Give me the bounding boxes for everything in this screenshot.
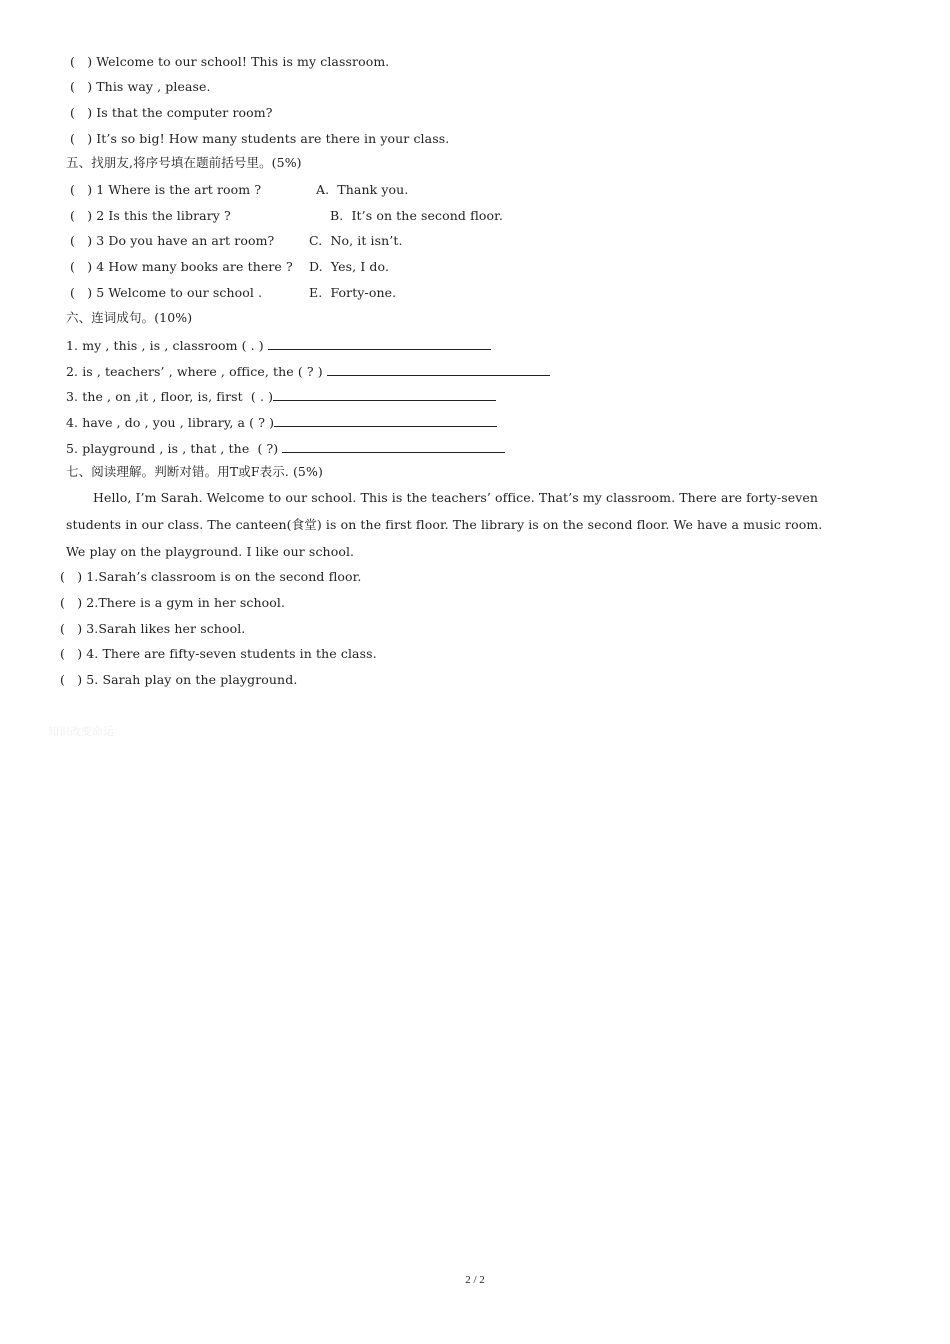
match-question: ( ) 1 Where is the art room ?: [70, 182, 262, 197]
passage-line: Hello, I’m Sarah. Welcome to our school. This is the teachers’ office. That’s my classroom. There are forty-seven: [93, 490, 819, 505]
answer-blank[interactable]: [282, 441, 505, 453]
dialogue-line: ( ) It’s so big! How many students are there in your class.: [70, 131, 450, 146]
sentence-item: [66, 441, 505, 456]
dialogue-line: ( ) This way , please.: [70, 79, 211, 94]
answer-blank[interactable]: [327, 364, 550, 376]
match-question: ( ) 5 Welcome to our school .: [70, 285, 263, 300]
match-question: ( ) 3 Do you have an art room?: [70, 233, 275, 248]
sentence-words: 2. is , teachers’ , where , office, the ( ? ): [66, 364, 323, 379]
answer-blank[interactable]: [274, 415, 497, 427]
section-title: 七、阅读理解。判断对错。用T或F表示. (5%): [66, 464, 323, 479]
passage-line: We play on the playground. I like our school.: [66, 544, 355, 559]
sentence-words: 5. playground , is , that , the ( ?): [66, 441, 279, 456]
answer-blank[interactable]: [273, 389, 496, 401]
match-answer: E. Forty-one.: [309, 285, 397, 300]
sentence-item: [66, 389, 496, 404]
sentence-words: 3. the , on ,it , floor, is, first ( . ): [66, 389, 274, 404]
tf-statement: ( ) 1.Sarah’s classroom is on the second floor.: [60, 569, 362, 584]
tf-statement: ( ) 5. Sarah play on the playground.: [60, 672, 298, 687]
sentence-words: 1. my , this , is , classroom ( . ): [66, 338, 264, 353]
match-answer: A. Thank you.: [316, 182, 409, 197]
tf-statement: ( ) 4. There are fifty-seven students in the class.: [60, 646, 377, 661]
sentence-item: [66, 338, 491, 353]
match-answer: B. It’s on the second floor.: [330, 208, 503, 223]
match-question: ( ) 2 Is this the library ?: [70, 208, 231, 223]
page-number: 2 / 2: [465, 1274, 485, 1286]
tf-statement: ( ) 3.Sarah likes her school.: [60, 621, 246, 636]
dialogue-line: ( ) Is that the computer room?: [70, 105, 273, 120]
section-title: 五、找朋友,将序号填在题前括号里。(5%): [66, 155, 302, 170]
watermark: 知识改变命运: [48, 725, 114, 738]
sentence-words: 4. have , do , you , library, a ( ? ): [66, 415, 275, 430]
answer-blank[interactable]: [268, 338, 491, 350]
tf-statement: ( ) 2.There is a gym in her school.: [60, 595, 286, 610]
match-question: ( ) 4 How many books are there ?: [70, 259, 293, 274]
passage-line: students in our class. The canteen(食堂) is on the first floor. The library is on the second floor. We have a music room.: [66, 517, 823, 532]
sentence-item: [66, 364, 550, 379]
match-answer: D. Yes, I do.: [309, 259, 390, 274]
section-title: 六、连词成句。(10%): [66, 310, 193, 325]
sentence-item: [66, 415, 497, 430]
match-answer: C. No, it isn’t.: [309, 233, 403, 248]
dialogue-line: ( ) Welcome to our school! This is my classroom.: [70, 54, 390, 69]
